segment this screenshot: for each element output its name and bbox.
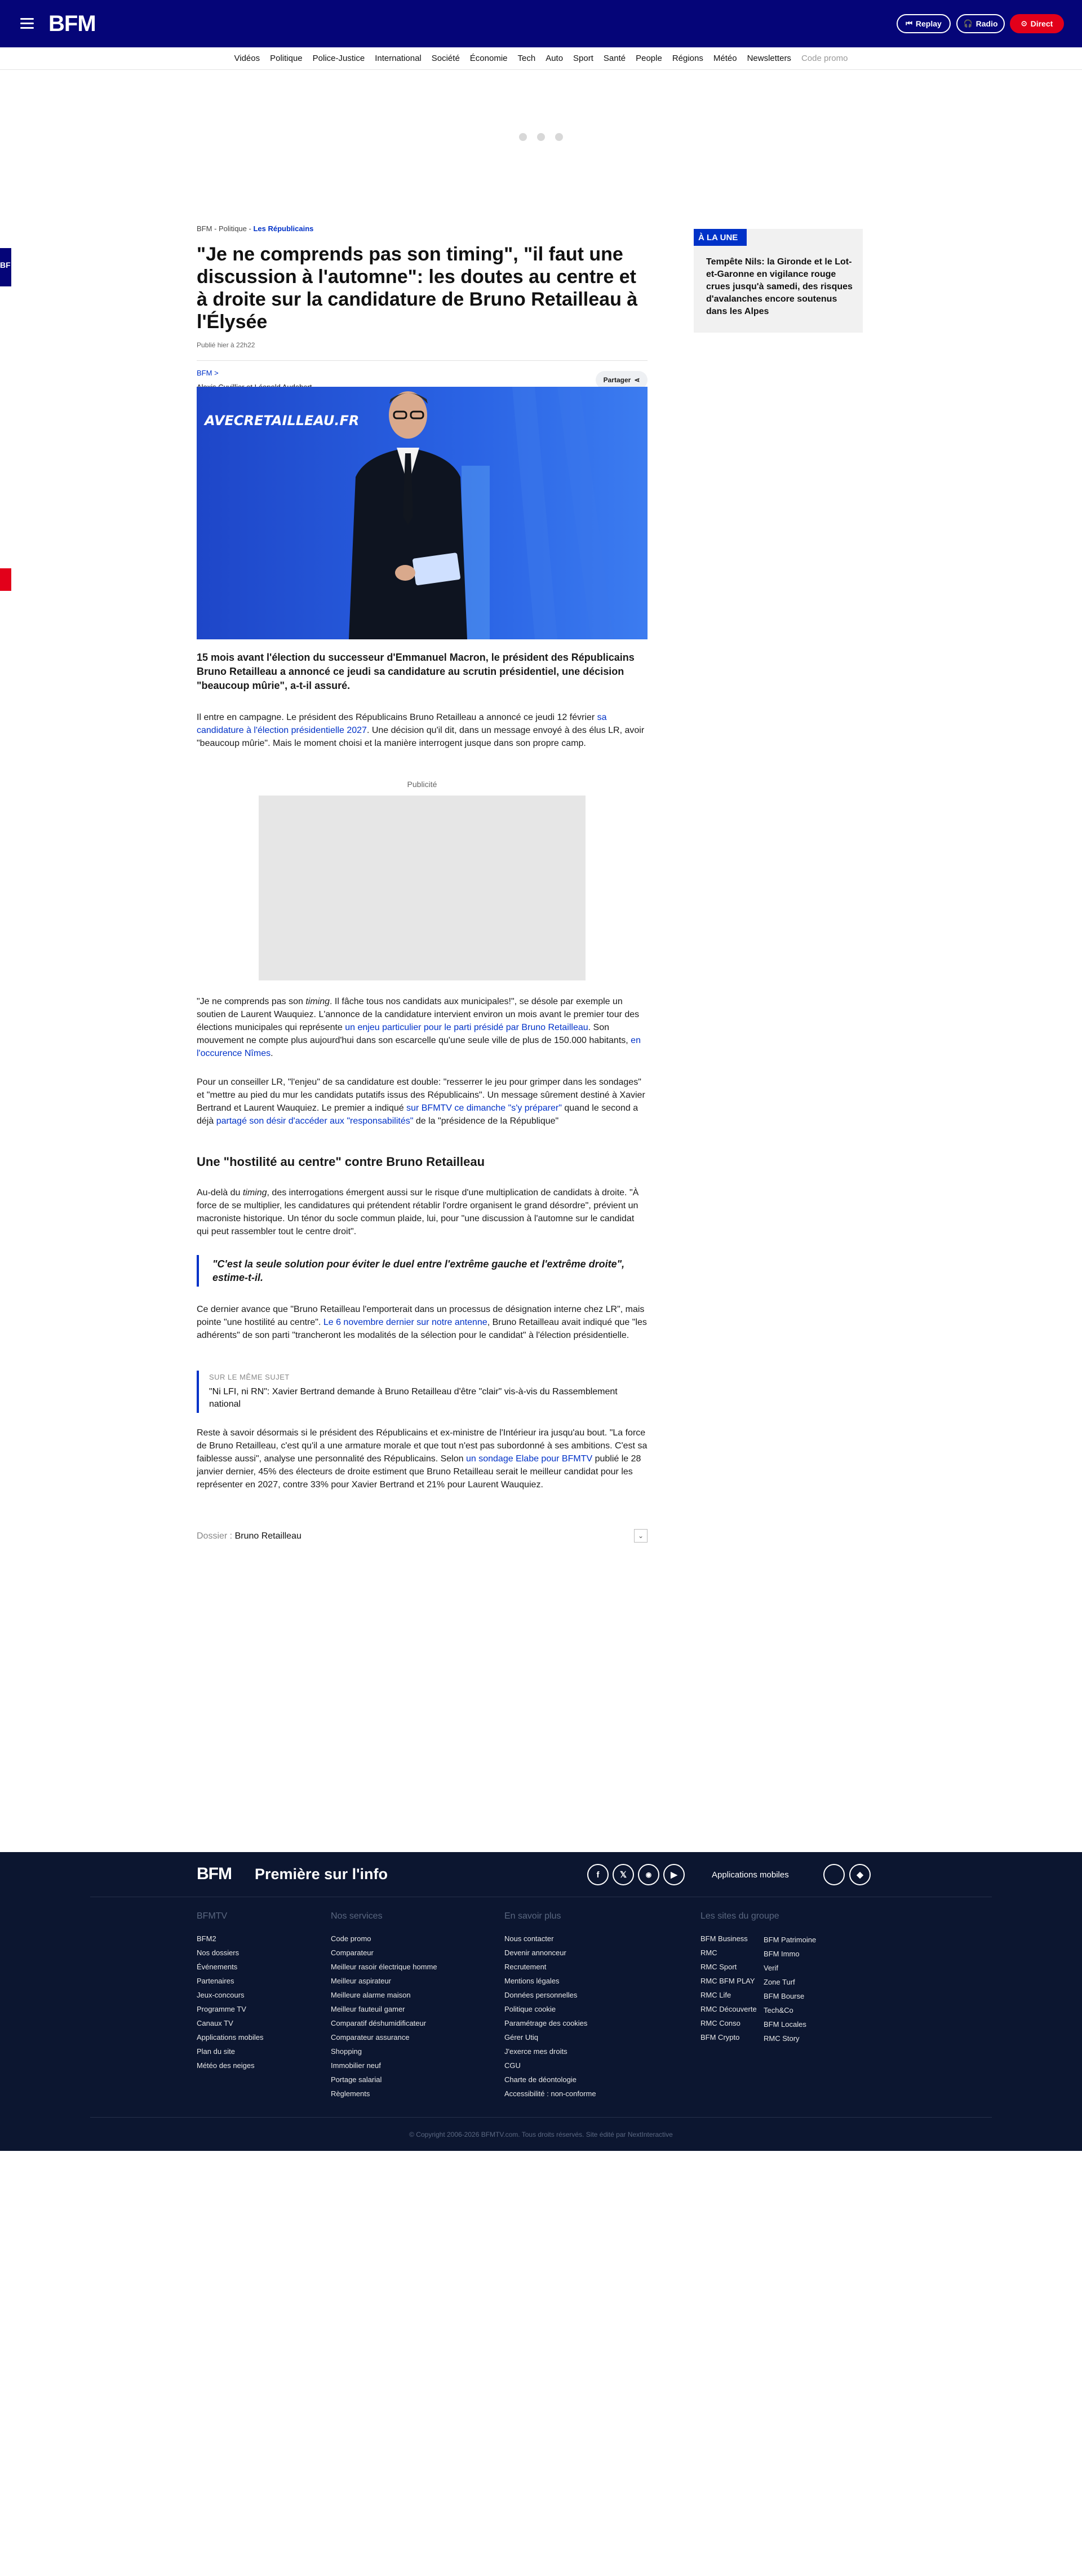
app-links (823, 1864, 871, 1885)
related-link[interactable]: "Ni LFI, ni RN": Xavier Bertrand demande à Bruno Retailleau d'être "clair" vis-à-vis du Rassemblement national (209, 1387, 618, 1409)
paragraph-1: Il entre en campagne. Le président des Républicains Bruno Retailleau a annoncé ce jeudi 12 février sa candidature à l'élection présidentielle 2027. Une décision qu'il dit, dans un message envoyé à des élus LR, avoir "beaucoup mûrie". Mais le moment choisi et la manière interrogent jusque dans son propre camp. (197, 713, 645, 748)
footer-link[interactable]: Événements (197, 1963, 238, 1971)
hero-photo (197, 387, 648, 639)
footer-link[interactable]: Shopping (331, 2047, 362, 2056)
footer-tagline: Première sur l'info (255, 1866, 388, 1883)
article-lead: 15 mois avant l'élection du successeur d'Emmanuel Macron, le président des Républicains Bruno Retailleau a annoncé ce jeudi sa candidature au scrutin présidentiel, une décision "beaucoup mûrie", a-t-il assuré. (197, 652, 635, 691)
footer-link[interactable]: RMC BFM PLAY (700, 1977, 755, 1985)
divider (197, 360, 648, 361)
replay-button[interactable]: ⏮ Replay (897, 14, 951, 33)
main-nav (0, 47, 1082, 70)
link-enjeu[interactable]: un enjeu particulier pour le parti présidé par Bruno Retailleau (345, 1023, 588, 1032)
headphones-icon: 🎧 (963, 19, 973, 28)
nav-item[interactable]: International (375, 54, 422, 63)
footer-link[interactable]: Meilleur aspirateur (331, 1977, 391, 1985)
footer-logo[interactable]: BFM (197, 1864, 232, 1883)
footer-link[interactable]: Nous contacter (504, 1934, 554, 1943)
footer-col-en-savoir-plus: En savoir plus Nous contacter Devenir annonceur Recrutement Mentions légales Données personnelles Politique cookie Paramétrage des cookies Gérer Utiq J'exerce mes droits CGU Charte de déontologie Accessibilité : non-conforme (504, 1911, 596, 2101)
footer-link[interactable]: Portage salarial (331, 2075, 382, 2084)
nav-item[interactable]: Régions (672, 54, 703, 63)
rss-icon[interactable]: ◉ (638, 1864, 659, 1885)
footer (0, 1852, 1082, 2151)
footer-link[interactable]: RMC Sport (700, 1963, 737, 1971)
ad-placeholder (259, 796, 586, 980)
footer-link[interactable]: Mentions légales (504, 1977, 560, 1985)
footer-link[interactable]: Politique cookie (504, 2005, 556, 2013)
footer-link[interactable]: Zone Turf (764, 1978, 795, 1986)
footer-link[interactable]: RMC Story (764, 2034, 800, 2043)
a-la-une-badge: À LA UNE (694, 229, 747, 246)
hero-image (197, 387, 648, 639)
nav-item[interactable]: Code promo (801, 54, 848, 63)
ad-label: Publicité (407, 780, 437, 789)
footer-link[interactable]: Comparateur (331, 1948, 374, 1957)
footer-col-bfmtv: BFMTV BFM2 Nos dossiers Événements Partenaires Jeux-concours Programme TV Canaux TV Applications mobiles Plan du site Météo des neiges (197, 1911, 264, 2073)
link-bfmtv-dimanche[interactable]: sur BFMTV ce dimanche "s'y préparer" (406, 1103, 562, 1113)
paragraph-4: Au-delà du timing, des interrogations émergent aussi sur le risque d'une multiplication de candidats à droite. "À force de se multiplier, les candidatures qui prétendent rétablir l'ordre organisent le grand désordre", prévient un macroniste historique. Un ténor du socle commun plaide, lui, pour "une discussion à l'automne sur le candidat qui peut rassembler tout le centre droit". (197, 1188, 639, 1236)
footer-link[interactable]: BFM Crypto (700, 2033, 740, 2042)
footer-link[interactable]: BFM Bourse (764, 1992, 805, 2000)
nav-item[interactable]: Newsletters (747, 54, 791, 63)
nav-item[interactable]: Auto (546, 54, 564, 63)
footer-link[interactable]: Applications mobiles (197, 2033, 264, 2042)
link-responsabilites[interactable]: partagé son désir d'accéder aux "responsabilités" (216, 1116, 414, 1126)
breadcrumb-section[interactable]: Politique (219, 224, 247, 233)
top-header (0, 0, 1082, 47)
footer-link[interactable]: Meilleur rasoir électrique homme (331, 1963, 437, 1971)
source[interactable]: BFM > (197, 369, 219, 377)
article-title: "Je ne comprends pas son timing", "il faut une discussion à l'automne": les doutes au centre et à droite sur la candidature de Bruno Retailleau à l'Élysée (197, 244, 638, 333)
nav-item[interactable]: Sport (573, 54, 593, 63)
sidebar-a-la-une (694, 229, 863, 333)
footer-link[interactable]: Météo des neiges (197, 2061, 255, 2070)
apps-label: Applications mobiles (712, 1870, 789, 1880)
footer-link[interactable]: Devenir annonceur (504, 1948, 566, 1957)
share-icon: ⋖ (634, 376, 640, 384)
footer-link[interactable]: RMC Conso (700, 2019, 740, 2027)
nav-item[interactable]: People (636, 54, 662, 63)
footer-link[interactable]: Comparatif déshumidificateur (331, 2019, 427, 2027)
footer-link[interactable]: Tech&Co (764, 2006, 793, 2014)
footer-divider (90, 2117, 992, 2118)
footer-link[interactable]: RMC Life (700, 1991, 731, 1999)
related-label: SUR LE MÊME SUJET (209, 1373, 290, 1381)
footer-link[interactable]: Accessibilité : non-conforme (504, 2089, 596, 2098)
hero-banner-text: AVECRETAILLEAU.FR (205, 413, 360, 428)
footer-link[interactable]: Partenaires (197, 1977, 234, 1985)
breadcrumb: BFM - Politique - Les Républicains (197, 224, 314, 233)
paragraph-2: "Je ne comprends pas son timing. Il fâche tous nos candidats aux municipales!", se désole par exemple un soutien de Laurent Wauquiez. L'annonce de la candidature intervient environ un mois avant le premier tour des élections municipales qui représente un enjeu particulier pour le parti présidé par Bruno Retailleau. Son mouvement ne compte plus aujourd'hui dans son escarcelle qu'une seule ville de plus de 150.000 habitants, en l'occurence Nîmes. (197, 997, 641, 1058)
sidebar-headline[interactable]: Tempête Nils: la Gironde et le Lot-et-Garonne en vigilance rouge crues jusqu'à samedi, des risques d'avalanches encore soutenus dans les Alpes (706, 257, 853, 316)
social-links (587, 1864, 685, 1885)
footer-col-sites-2 (764, 1933, 816, 2045)
replay-icon: ⏮ (906, 19, 912, 28)
facebook-icon[interactable]: f (587, 1864, 609, 1885)
apple-icon[interactable] (823, 1864, 845, 1885)
article (197, 224, 648, 1541)
footer-link[interactable]: Plan du site (197, 2047, 235, 2056)
android-icon[interactable]: ◆ (849, 1864, 871, 1885)
paragraph-6: Reste à savoir désormais si le président des Républicains et ex-ministre de l'Intérieur ira jusqu'au bout. "La force de Bruno Retailleau, c'est qu'il a une armature morale et que tout n'est pas subordonné à ses ambitions. C'est sa faiblesse aussi", analyse une personnalité des Républicains. Selon un sondage Elabe pour BFMTV publié le 28 janvier dernier, 45% des électeurs de droite estiment que Bruno Retailleau serait le meilleur candidat pour les représenter en 2027, contre 33% pour Xavier Bertrand et 21% pour Laurent Wauquiez. (197, 1428, 648, 1490)
footer-link[interactable]: RMC (700, 1948, 717, 1957)
menu-icon[interactable] (20, 18, 34, 29)
nav-item[interactable]: Politique (270, 54, 303, 63)
footer-col-sites: Les sites du groupe BFM Business RMC RMC Sport RMC BFM PLAY RMC Life RMC Découverte RMC Conso BFM Crypto (700, 1911, 779, 2044)
side-tab[interactable]: BF (0, 248, 11, 286)
radio-button[interactable]: 🎧 Radio (956, 14, 1005, 33)
nav-item[interactable]: Tech (517, 54, 536, 63)
nav-item[interactable]: Vidéos (234, 54, 260, 63)
live-icon: ⊙ (1021, 19, 1027, 28)
x-icon[interactable]: 𝕏 (613, 1864, 634, 1885)
footer-link[interactable]: Règlements (331, 2089, 370, 2098)
nav-item[interactable]: Météo (713, 54, 737, 63)
footer-link[interactable]: Programme TV (197, 2005, 246, 2013)
footer-link[interactable]: BFM Business (700, 1934, 748, 1943)
footer-link[interactable]: Nos dossiers (197, 1948, 240, 1957)
footer-link[interactable]: Données personnelles (504, 1991, 578, 1999)
footer-link[interactable]: BFM Locales (764, 2020, 806, 2029)
live-button[interactable]: ⊙ Direct (1010, 14, 1064, 33)
chevron-down-icon[interactable]: ⌄ (634, 1529, 648, 1543)
dossier-tag[interactable]: Dossier : Bruno Retailleau ⌄ (197, 1531, 648, 1541)
related-article[interactable] (197, 1371, 648, 1413)
nav-item[interactable]: Police-Justice (312, 54, 365, 63)
nav-item[interactable]: Société (431, 54, 460, 63)
section-heading: Une "hostilité au centre" contre Bruno Retailleau (197, 1155, 485, 1169)
footer-link[interactable]: Jeux-concours (197, 1991, 245, 1999)
link-6-novembre[interactable]: Le 6 novembre dernier sur notre antenne (323, 1318, 487, 1327)
footer-link[interactable]: BFM Immo (764, 1950, 800, 1958)
nav-item[interactable]: Santé (603, 54, 626, 63)
link-candidature[interactable]: sa candidature à l'élection présidentielle 2027 (197, 713, 607, 735)
footer-link[interactable]: Charte de déontologie (504, 2075, 577, 2084)
breadcrumb-tag[interactable]: Les Républicains (253, 224, 314, 233)
link-sondage[interactable]: un sondage Elabe pour BFMTV (465, 1454, 593, 1464)
link-nimes[interactable]: en l'occurence Nîmes (197, 1036, 641, 1058)
footer-link[interactable]: Meilleure alarme maison (331, 1991, 411, 1999)
footer-link[interactable]: Meilleur fauteuil gamer (331, 2005, 405, 2013)
footer-link[interactable]: BFM Patrimoine (764, 1936, 817, 1944)
copyright: © Copyright 2006-2026 BFMTV.com. Tous droits réservés. Site édité par NextInteractive (409, 2131, 673, 2138)
footer-link[interactable]: Recrutement (504, 1963, 547, 1971)
bfm-logo[interactable]: BFM (48, 11, 96, 36)
footer-link[interactable]: Gérer Utiq (504, 2033, 538, 2042)
side-red-tab[interactable] (0, 568, 11, 591)
loading-dots (519, 133, 563, 141)
share-button[interactable]: Partager ⋖ (596, 371, 648, 389)
paragraph-3: Pour un conseiller LR, "l'enjeu" de sa candidature est double: "resserrer le jeu pour grimper dans les sondages" et "mettre au pied du mur les candidats putatifs issus des Républicains". Un message sûrement destiné à Xavier Bertrand et Laurent Wauquiez. Le premier a indiqué sur BFMTV ce dimanche "s'y préparer" quand le second a déjà partagé son désir d'accéder aux "responsabilités" de la "présidence de la République" (197, 1077, 645, 1126)
footer-link[interactable]: J'exerce mes droits (504, 2047, 567, 2056)
footer-col-services: Nos services Code promo Comparateur Meilleur rasoir électrique homme Meilleur aspirateur Meilleure alarme maison Meilleur fauteuil gamer Comparatif déshumidificateur Comparateur assurance Shopping Immobilier neuf Portage salarial Règlements (331, 1911, 437, 2101)
footer-link[interactable]: RMC Découverte (700, 2005, 757, 2013)
paragraph-5: Ce dernier avance que "Bruno Retailleau l'emporterait dans un processus de désignation interne chez LR", mais pointe "une hostilité au centre". Le 6 novembre dernier sur notre antenne, Bruno Retailleau avait indiqué que "les adhérents" de son parti "trancheront les modalités de la sélection pour le candidat" à l'élection présidentielle. (197, 1305, 647, 1340)
publish-date: Publié hier à 22h22 (197, 341, 255, 349)
youtube-icon[interactable]: ▶ (663, 1864, 685, 1885)
footer-link[interactable]: Immobilier neuf (331, 2061, 381, 2070)
pull-quote: "C'est la seule solution pour éviter le duel entre l'extrême gauche et l'extrême droite", estime-t-il. (197, 1255, 648, 1287)
footer-link[interactable]: Canaux TV (197, 2019, 233, 2027)
footer-link[interactable]: Verif (764, 1964, 779, 1972)
footer-link[interactable]: CGU (504, 2061, 521, 2070)
footer-link[interactable]: Paramétrage des cookies (504, 2019, 588, 2027)
footer-link[interactable]: Comparateur assurance (331, 2033, 410, 2042)
footer-link[interactable]: BFM2 (197, 1934, 216, 1943)
footer-link[interactable]: Code promo (331, 1934, 371, 1943)
nav-item[interactable]: Économie (469, 54, 508, 63)
breadcrumb-site[interactable]: BFM (197, 224, 212, 233)
